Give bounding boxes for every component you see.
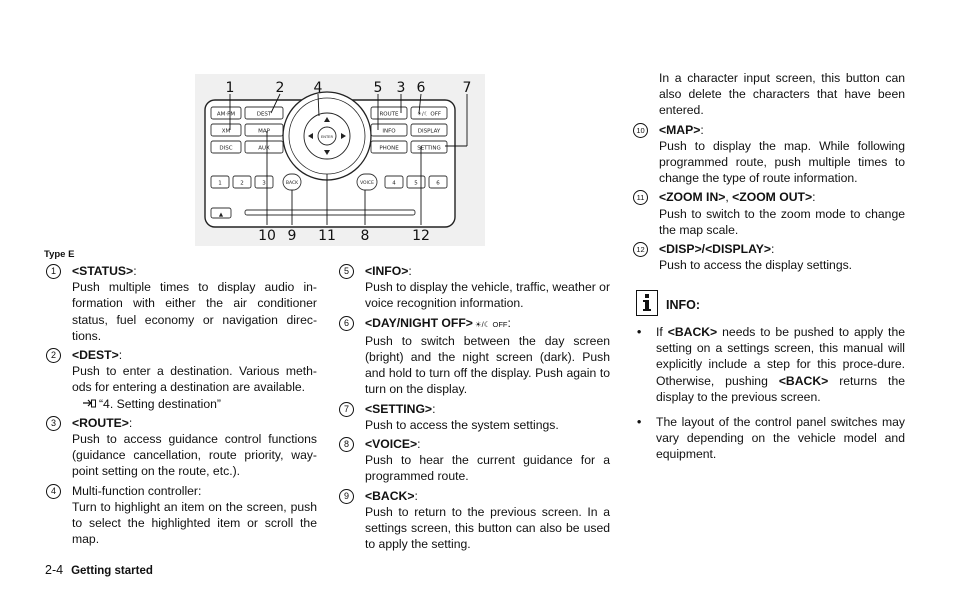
callout-7: 7 [462, 80, 472, 96]
info-title: INFO: [666, 298, 701, 312]
info-bullets [634, 324, 905, 472]
item-body: Push to display the map. While following programmed route, push multiple times to change the type of route information. [659, 138, 905, 186]
item-number: 1 [46, 264, 61, 279]
item-number: 7 [339, 402, 354, 417]
cross-reference[interactable]: “4. Setting destination” [72, 396, 317, 412]
callout-6: 6 [416, 80, 426, 96]
btn-preset-3-label: 3 [262, 180, 266, 187]
btn-daynight-label: ☀/☾ OFF [416, 111, 442, 118]
callout-3: 3 [396, 80, 406, 96]
btn-enter-label: ENTER [321, 135, 333, 139]
figure-label: Type E [44, 249, 75, 260]
callout-1: 1 [225, 80, 235, 96]
page-footer [45, 563, 153, 577]
callout-8: 8 [360, 228, 370, 244]
callout-5: 5 [373, 80, 383, 96]
item-zoom [631, 189, 905, 238]
middle-column [337, 263, 610, 552]
callout-4: 4 [313, 80, 323, 96]
info-bullet-layout: • The layout of the control panel switches may vary depending on the vehicle model and equipment. [637, 415, 905, 462]
info-bullet-back: • If <BACK> needs to be pushed to apply the setting on a settings screen, this manual will explicitly include a step for this proce-dure. Otherwise, pushing <BACK> returns the display to the previous screen. [637, 325, 905, 404]
btn-back-label: BACK [285, 181, 299, 186]
day-night-icon: ☀/☾ OFF [474, 319, 508, 329]
item-number: 2 [46, 348, 61, 363]
btn-eject-label: ▲ [218, 212, 224, 218]
item-body: Push to access the display settings. [659, 258, 853, 273]
item-heading: <BACK>: [365, 488, 418, 503]
item-body: Push to access the system settings. [365, 417, 559, 432]
pointing-hand-icon [82, 398, 96, 409]
item-body: Turn to highlight an item on the screen, push to select the highlighted item or scroll the map. [72, 499, 317, 547]
item-display [631, 241, 905, 273]
item-heading: <VOICE>: [365, 437, 421, 452]
item-route [44, 415, 317, 480]
item-number: 5 [339, 264, 354, 279]
item-number: 10 [633, 123, 648, 138]
section-title: Getting started [71, 565, 153, 577]
item-heading: <SETTING>: [365, 401, 436, 416]
btn-route-label: ROUTE [379, 111, 399, 118]
btn-voice-label: VOICE [360, 181, 374, 186]
item-voice [337, 436, 610, 485]
item-status [44, 263, 317, 344]
item-heading: Multi-function controller: [72, 483, 202, 498]
item-number: 3 [46, 416, 61, 431]
btn-map-label: MAP [258, 128, 270, 135]
item-body: Push to hear the current guidance for a programmed route. [365, 453, 610, 484]
btn-preset-5-label: 5 [414, 180, 418, 187]
item-number: 6 [339, 316, 354, 331]
callout-9: 9 [287, 228, 297, 244]
item-heading: <ZOOM IN>, <ZOOM OUT>: [659, 190, 816, 205]
btn-preset-4-label: 4 [392, 180, 396, 187]
item-setting [337, 401, 610, 433]
callout-2: 2 [275, 80, 285, 96]
item-number: 12 [633, 242, 648, 257]
item-info [337, 263, 610, 312]
item-multi-function-controller [44, 483, 317, 548]
btn-aux-label: AUX [258, 145, 270, 152]
btn-preset-1-label: 1 [218, 180, 222, 187]
item-body: Push to access guidance control functions (guidance cancellation, route priority, way-point setting on the route, etc.). [72, 432, 317, 479]
right-column [631, 70, 905, 273]
btn-xm-label: XM [221, 128, 231, 135]
item-heading: <INFO>: [365, 264, 412, 278]
item-body: Push multiple times to display audio in-formation with either the air conditioner status, fuel economy or navigation direc-tions. [72, 280, 317, 343]
item-body: Push to display the vehicle, traffic, weather or voice recognition information. [365, 280, 611, 311]
item-number: 9 [339, 489, 354, 504]
left-column [44, 263, 317, 547]
btn-setting-label: SETTING [417, 145, 441, 152]
control-panel-illustration [195, 74, 485, 246]
item-heading: <DAY/NIGHT OFF> ☀/☾ OFF: [365, 315, 511, 330]
item-body: In a character input screen, this button can also delete the characters that have been entered. [659, 71, 905, 118]
callout-10: 10 [258, 228, 276, 244]
item-dest [44, 347, 317, 412]
item-body: Push to switch between the day screen (bright) and the night screen (dark). Push and hold to turn off the display. Push again to turn on the display. [365, 333, 610, 397]
item-heading: <MAP>: [659, 122, 704, 137]
item-day-night [337, 315, 610, 398]
item-number: 11 [633, 190, 648, 205]
btn-preset-6-label: 6 [436, 180, 440, 187]
btn-disc-label: DISC [219, 145, 233, 152]
item-heading: <DISP>/<DISPLAY>: [659, 242, 775, 257]
btn-dest-label: DEST [256, 111, 272, 118]
info-icon [636, 290, 658, 316]
item-heading: <STATUS>: [72, 264, 137, 278]
btn-info-label: INFO [382, 128, 396, 135]
callout-12: 12 [412, 228, 430, 244]
item-number: 4 [46, 484, 61, 499]
item-heading: <DEST>: [72, 348, 123, 363]
back-continuation [631, 70, 905, 119]
item-map [631, 122, 905, 187]
item-body: Push to enter a destination. Various meth-ods for entering a destination are available. [72, 364, 317, 395]
item-number: 8 [339, 437, 354, 452]
item-back [337, 488, 610, 553]
callout-11: 11 [318, 228, 336, 244]
page-number: 2-4 [45, 563, 64, 577]
btn-ampm-label: AM·FM [216, 111, 236, 118]
btn-phone-label: PHONE [379, 145, 399, 152]
item-body: Push to return to the previous screen. In a settings screen, this button can also be used to apply the setting. [365, 504, 610, 552]
item-heading: <ROUTE>: [72, 415, 133, 430]
btn-preset-2-label: 2 [240, 180, 244, 187]
item-body: Push to switch to the zoom mode to change the map scale. [659, 206, 905, 237]
btn-display-label: DISPLAY [417, 128, 441, 135]
